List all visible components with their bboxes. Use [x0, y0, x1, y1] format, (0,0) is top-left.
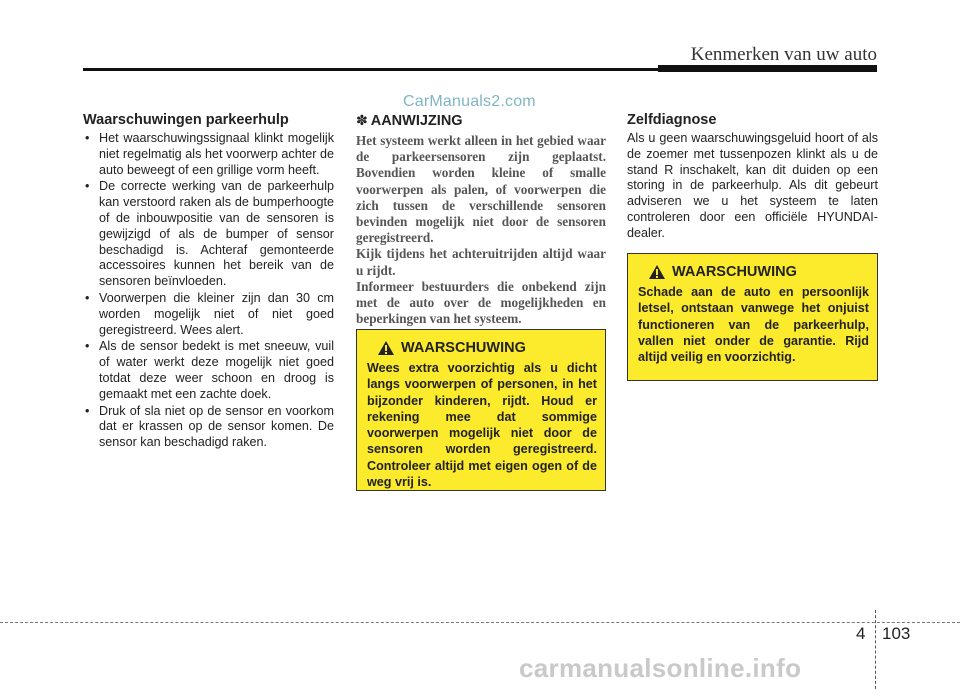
list-item: • Druk of sla niet op de sensor en voorkom dat er krassen op de sensor komen. De sensor kan beschadigd raken.	[83, 404, 334, 451]
warning-triangle-icon	[648, 264, 666, 280]
warning-title-label: WAARSCHUWING	[401, 340, 526, 356]
page-number-separator	[875, 610, 876, 689]
warning-text: Wees extra voorzichtig als u dicht langs voorwerpen of personen, in het bijzonder kinderen, rijdt. Houd er rekening mee dat sommige voorwerpen mogelijk niet door de sensoren worden geregistreerd. Controleer altijd met eigen ogen of de weg vrij is.	[367, 361, 597, 490]
parking-warnings-list	[83, 131, 334, 451]
note-paragraph: Informeer bestuurders die onbekend zijn met de auto over de mogelijkheden en beperkingen van het systeem.	[356, 278, 606, 327]
list-item: • Voorwerpen die kleiner zijn dan 30 cm worden mogelijk niet of niet goed geregistreerd. Wees alert.	[83, 291, 334, 338]
self-diagnosis-text: Als u geen waarschuwingsgeluid hoort of als de zoemer met tussenpozen klinkt als u de stand R inschakelt, kan dit duiden op een storing in de parkeerhulp. Als dit gebeurt adviseren we u het systeem te laten controleren door een officiële HYUNDAI-dealer.	[627, 131, 878, 240]
header-rule	[83, 68, 660, 71]
warning-box-warranty	[627, 253, 878, 381]
chapter-number: 4	[856, 624, 866, 643]
star-icon: ✽	[356, 112, 368, 128]
page-number: 103	[882, 624, 911, 643]
note-paragraph: Het systeem werkt alleen in het gebied waar de parkeersensoren zijn geplaatst. Bovendien worden kleine of smalle voorwerpen als palen, of voorwerpen die zich tussen de verschillende sensoren bevinden mogelijk niet door de sensoren geregistreerd.	[356, 133, 606, 246]
footer-divider	[0, 622, 960, 623]
header-rule-accent	[658, 65, 877, 72]
watermark-footer-link[interactable]: carmanualsonline.info	[519, 653, 802, 683]
section-heading-parking-warnings: Waarschuwingen parkeerhulp	[83, 112, 289, 128]
note-paragraph: Kijk tijdens het achteruitrijden altijd waar u rijdt.	[356, 246, 606, 278]
warning-box-proximity	[356, 329, 606, 491]
right-column	[627, 112, 878, 242]
warning-triangle-icon	[377, 340, 395, 356]
list-item: • Als de sensor bedekt is met sneeuw, vuil of water werkt deze mogelijk niet goed totdat deze weer schoon en droog is gemaakt met een zachte doek.	[83, 339, 334, 402]
list-item: • Het waarschuwingssignaal klinkt mogelijk niet regelmatig als het voorwerp achter de auto beweegt of een grillige vorm heeft.	[83, 131, 334, 178]
left-column	[83, 112, 334, 452]
note-heading	[356, 112, 606, 129]
warning-title-label: WAARSCHUWING	[672, 264, 797, 280]
watermark-link[interactable]: CarManuals2.com	[403, 93, 536, 110]
middle-column	[356, 112, 606, 327]
section-heading-self-diagnosis: Zelfdiagnose	[627, 112, 717, 128]
running-header-title: Kenmerken van uw auto	[690, 44, 877, 65]
list-item: • De correcte werking van de parkeerhulp kan verstoord raken als de bumperhoogte of de inbouwpositie van de sensoren is gewijzigd of als de bumper of sensor beschadigd is. Achteraf gemonteerde accessoires kunnen het bereik van de sensoren beïnvloeden.	[83, 179, 334, 290]
warning-title	[377, 340, 597, 356]
note-body	[356, 133, 606, 327]
warning-text: Schade aan de auto en persoonlijk letsel, ontstaan vanwege het onjuist functioneren van de parkeerhulp, vallen niet onder de garantie. Rijd altijd veilig en voorzichtig.	[638, 285, 869, 365]
note-heading-label: AANWIJZING	[370, 112, 463, 129]
warning-title	[648, 264, 869, 280]
